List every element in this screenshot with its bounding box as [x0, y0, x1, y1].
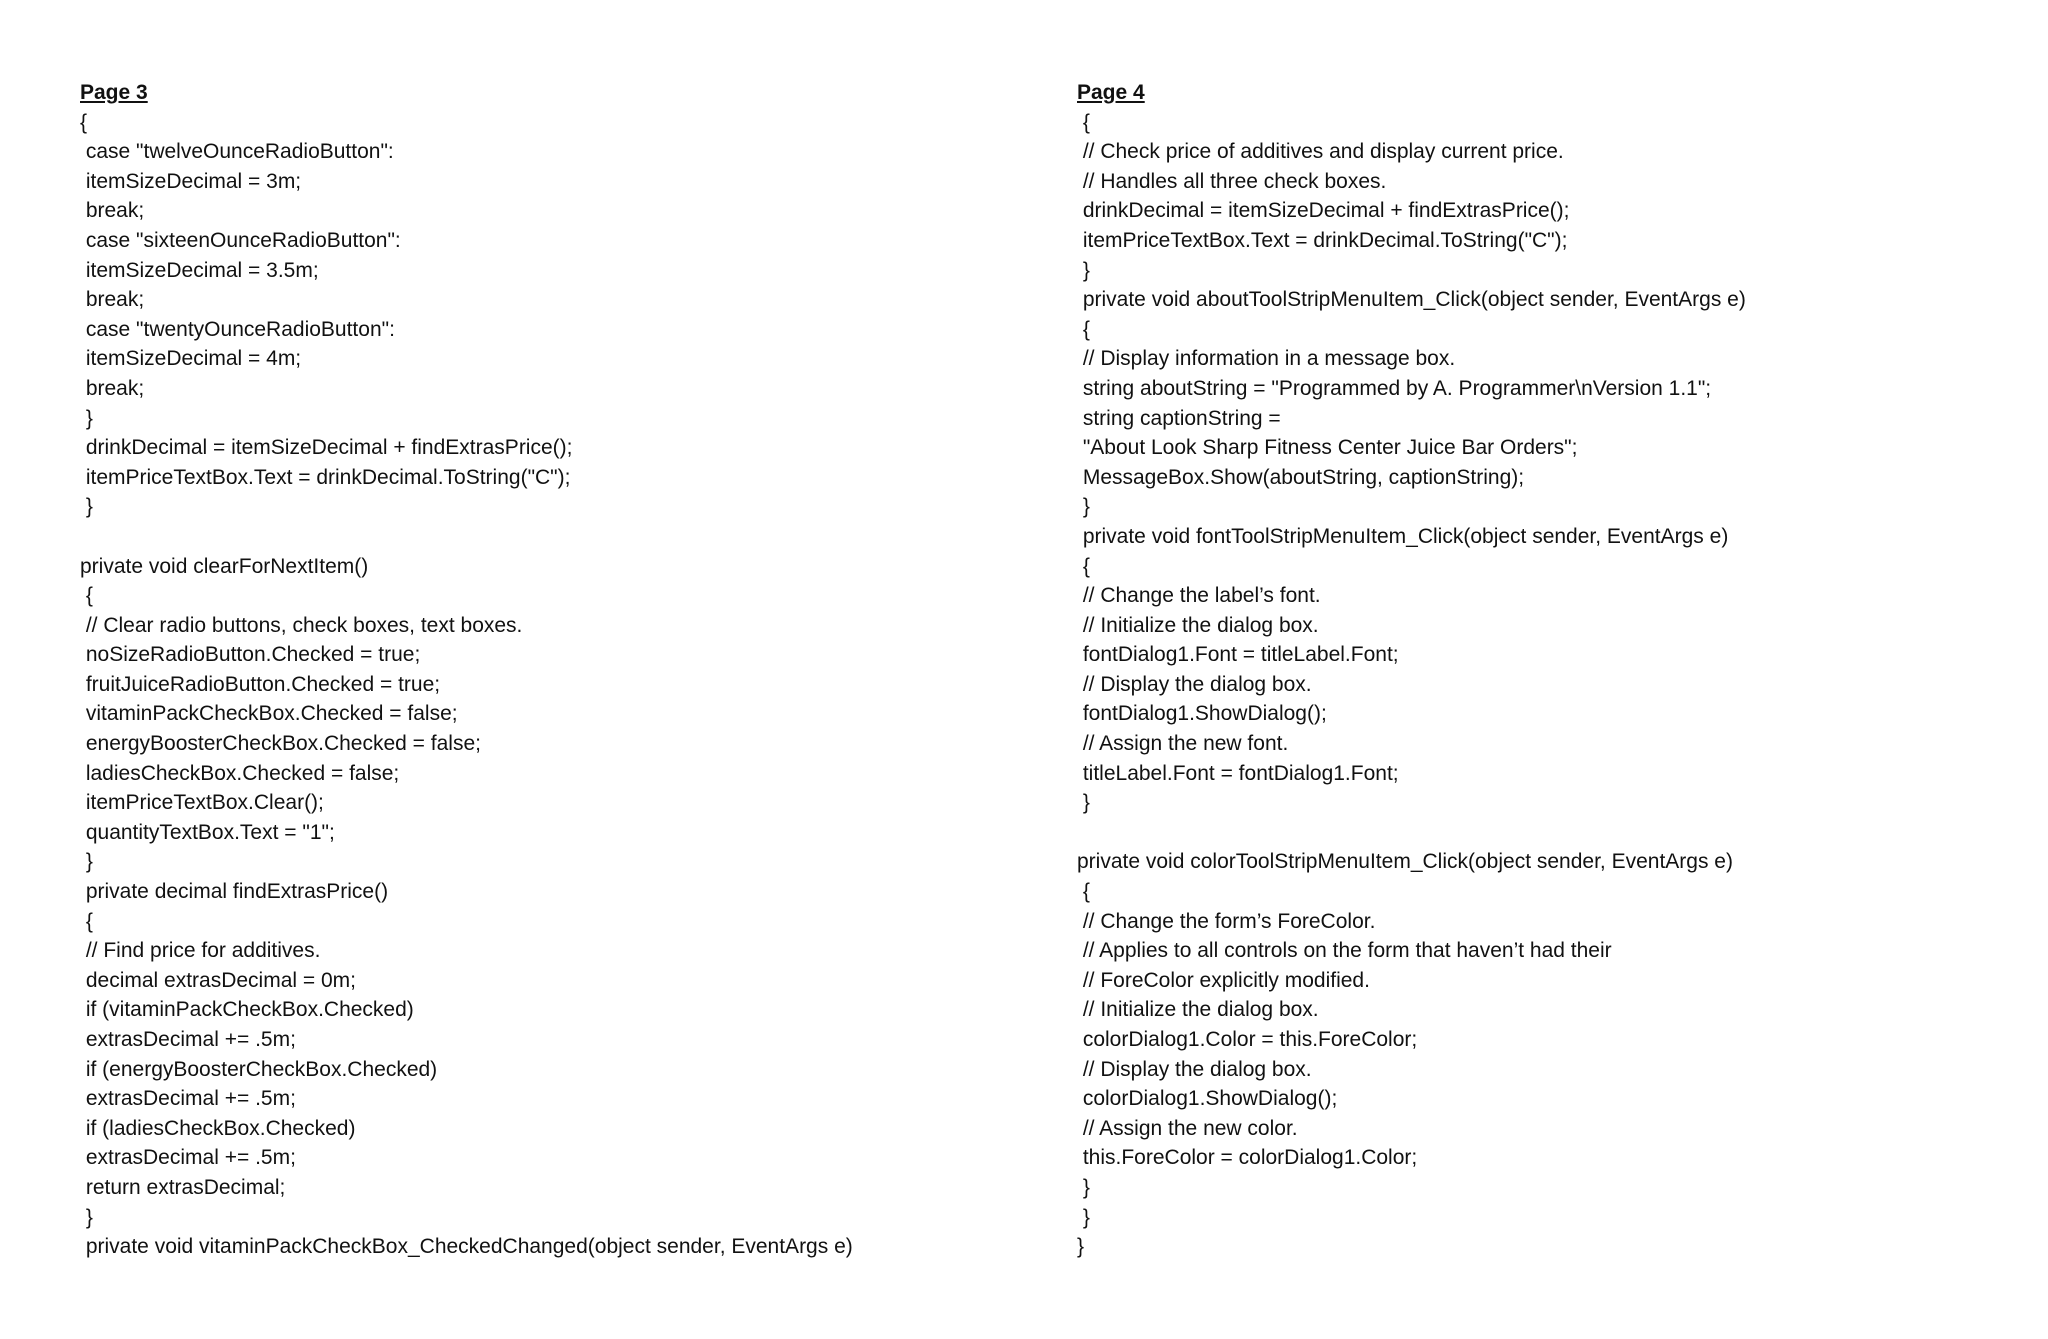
- code-line: // Handles all three check boxes.: [1077, 169, 1387, 193]
- code-line: colorDialog1.Color = this.ForeColor;: [1077, 1028, 1418, 1051]
- right-page: [1077, 78, 2037, 1262]
- code-line: break;: [80, 288, 145, 312]
- code-line: extrasDecimal += .5m;: [80, 1028, 296, 1051]
- code-line: MessageBox.Show(aboutString, captionString);: [1077, 465, 1525, 489]
- code-line: break;: [80, 199, 145, 223]
- code-line: // Clear radio buttons, check boxes, text boxes.: [80, 613, 523, 637]
- code-line: private void vitaminPackCheckBox_CheckedChanged(object sender, EventArgs e): [80, 1235, 853, 1259]
- code-line: vitaminPackCheckBox.Checked = false;: [80, 702, 458, 726]
- code-line: {: [1077, 554, 1090, 578]
- code-line: drinkDecimal = itemSizeDecimal + findExtrasPrice();: [1077, 199, 1570, 223]
- code-line: {: [1077, 880, 1090, 904]
- code-line: }: [1077, 1235, 1085, 1259]
- page-heading: Page 3: [80, 81, 148, 104]
- code-block: [80, 108, 1040, 1262]
- code-line: {: [1077, 317, 1090, 341]
- code-line: private void aboutToolStripMenuItem_Click(object sender, EventArgs e): [1077, 288, 1746, 312]
- code-line: }: [80, 495, 93, 519]
- code-line: private void colorToolStripMenuItem_Click(object sender, EventArgs e): [1077, 850, 1733, 874]
- code-line: break;: [80, 376, 145, 400]
- code-line: quantityTextBox.Text = "1";: [80, 820, 335, 844]
- code-line: decimal extrasDecimal = 0m;: [80, 968, 357, 992]
- code-line: itemSizeDecimal = 4m;: [80, 347, 302, 371]
- code-line: fontDialog1.Font = titleLabel.Font;: [1077, 643, 1399, 667]
- code-line: // Assign the new color.: [1077, 1116, 1298, 1140]
- code-line: // Initialize the dialog box.: [1077, 998, 1319, 1022]
- code-line: colorDialog1.ShowDialog();: [1077, 1087, 1338, 1111]
- code-line: "About Look Sharp Fitness Center Juice Bar Orders";: [1077, 436, 1578, 460]
- code-line: itemSizeDecimal = 3m;: [80, 169, 302, 193]
- code-line: private decimal findExtrasPrice(): [80, 880, 389, 904]
- code-line: itemPriceTextBox.Text = drinkDecimal.ToString("C");: [1077, 228, 1568, 252]
- code-line: // Change the label’s font.: [1077, 584, 1321, 608]
- code-line: // Find price for additives.: [80, 939, 321, 963]
- code-line: if (vitaminPackCheckBox.Checked): [80, 998, 414, 1022]
- code-line: }: [80, 406, 93, 430]
- code-line: this.ForeColor = colorDialog1.Color;: [1077, 1146, 1418, 1170]
- code-line: // Display the dialog box.: [1077, 1057, 1312, 1081]
- code-line: string aboutString = "Programmed by A. Programmer\nVersion 1.1";: [1077, 376, 1712, 400]
- code-line: if (energyBoosterCheckBox.Checked): [80, 1057, 438, 1081]
- code-block: [1077, 108, 2037, 1262]
- code-line: ladiesCheckBox.Checked = false;: [80, 761, 400, 785]
- code-line: extrasDecimal += .5m;: [80, 1146, 296, 1170]
- code-line: {: [1077, 110, 1090, 134]
- code-line: fontDialog1.ShowDialog();: [1077, 702, 1327, 726]
- code-line: // Check price of additives and display current price.: [1077, 140, 1564, 164]
- code-line: // Assign the new font.: [1077, 732, 1289, 756]
- code-line: }: [80, 1205, 93, 1229]
- code-line: extrasDecimal += .5m;: [80, 1087, 296, 1111]
- code-line: {: [80, 909, 93, 933]
- code-line: }: [1077, 495, 1090, 519]
- code-line: return extrasDecimal;: [80, 1175, 286, 1199]
- code-line: // Applies to all controls on the form that haven’t had their: [1077, 939, 1612, 963]
- code-line: string captionString =: [1077, 406, 1281, 430]
- code-line: drinkDecimal = itemSizeDecimal + findExtrasPrice();: [80, 436, 573, 460]
- code-line: case "sixteenOunceRadioButton":: [80, 228, 401, 252]
- code-line: energyBoosterCheckBox.Checked = false;: [80, 732, 481, 756]
- code-line: }: [1077, 258, 1090, 282]
- code-line: [1077, 818, 2037, 848]
- code-line: itemPriceTextBox.Text = drinkDecimal.ToString("C");: [80, 465, 571, 489]
- code-line: [80, 522, 1040, 552]
- code-line: {: [80, 110, 88, 134]
- code-line: }: [1077, 791, 1090, 815]
- code-line: // Change the form’s ForeColor.: [1077, 909, 1376, 933]
- code-line: case "twelveOunceRadioButton":: [80, 140, 394, 164]
- code-line: {: [80, 584, 93, 608]
- code-line: fruitJuiceRadioButton.Checked = true;: [80, 672, 441, 696]
- code-line: itemPriceTextBox.Clear();: [80, 791, 324, 815]
- code-line: // Initialize the dialog box.: [1077, 613, 1319, 637]
- code-line: case "twentyOunceRadioButton":: [80, 317, 395, 341]
- code-line: }: [80, 850, 93, 874]
- code-line: // ForeColor explicitly modified.: [1077, 968, 1370, 992]
- code-line: if (ladiesCheckBox.Checked): [80, 1116, 356, 1140]
- code-line: // Display information in a message box.: [1077, 347, 1456, 371]
- code-line: itemSizeDecimal = 3.5m;: [80, 258, 319, 282]
- code-line: }: [1077, 1205, 1090, 1229]
- code-line: private void clearForNextItem(): [80, 554, 369, 578]
- code-line: }: [1077, 1175, 1090, 1199]
- page-heading: Page 4: [1077, 81, 1145, 104]
- code-line: private void fontToolStripMenuItem_Click(object sender, EventArgs e): [1077, 524, 1729, 548]
- code-line: titleLabel.Font = fontDialog1.Font;: [1077, 761, 1399, 785]
- code-line: // Display the dialog box.: [1077, 672, 1312, 696]
- code-line: noSizeRadioButton.Checked = true;: [80, 643, 421, 667]
- left-page: [80, 78, 1040, 1262]
